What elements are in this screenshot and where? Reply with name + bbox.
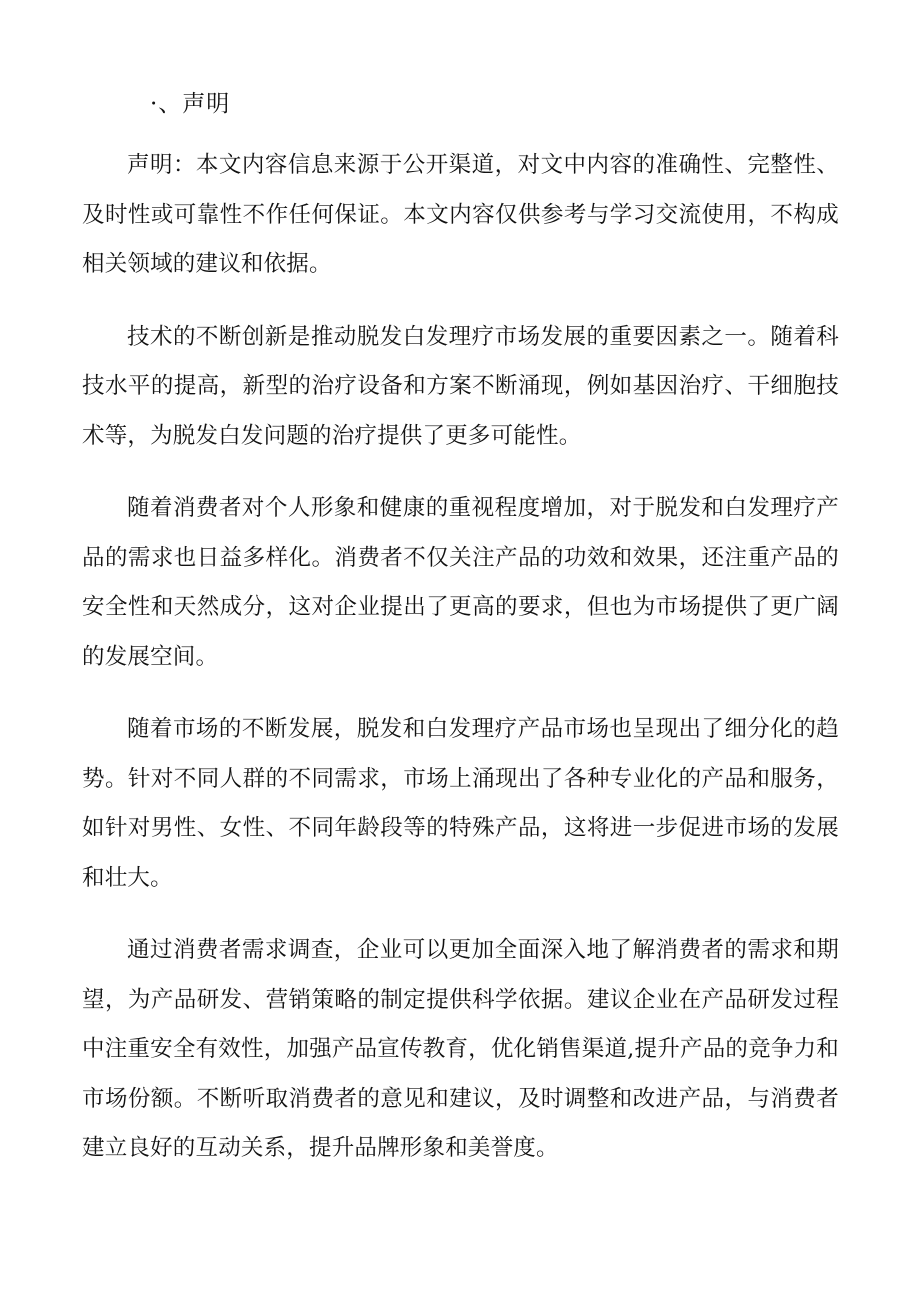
- document-body: [82, 141, 839, 1197]
- body-paragraph: 通过消费者需求调查，企业可以更加全面深入地了解消费者的需求和期望，为产品研发、营销策略的制定提供科学依据。建议企业在产品研发过程中注重安全有效性，加强产品宣传教育，优化销售渠道,提升产品的竞争力和市场份额。不断听取消费者的意见和建议，及时调整和改进产品，与消费者建立良好的互动关系，提升品牌形象和美誉度。: [82, 937, 839, 1161]
- body-paragraph: 技术的不断创新是推动脱发白发理疗市场发展的重要因素之一。随着科技水平的提高，新型的治疗设备和方案不断涌现，例如基因治疗、干细胞技术等，为脱发白发问题的治疗提供了更多可能性。: [82, 323, 839, 449]
- body-paragraph: 随着市场的不断发展，脱发和白发理疗产品市场也呈现出了细分化的趋势。针对不同人群的不同需求，市场上涌现出了各种专业化的产品和服务，如针对男性、女性、不同年龄段等的特殊产品，这将进一步促进市场的发展和壮大。: [82, 716, 839, 891]
- body-paragraph: 随着消费者对个人形象和健康的重视程度增加，对于脱发和白发理疗产品的需求也日益多样化。消费者不仅关注产品的功效和效果，还注重产品的安全性和天然成分，这对企业提出了更高的要求，但也为市场提供了更广阔的发展空间。: [82, 495, 839, 670]
- disclaimer-paragraph: 声明：本文内容信息来源于公开渠道，对文中内容的准确性、完整性、及时性或可靠性不作任何保证。本文内容仅供参考与学习交流使用，不构成相关领域的建议和依据。: [82, 152, 839, 277]
- section-heading: ·、声明: [150, 91, 231, 117]
